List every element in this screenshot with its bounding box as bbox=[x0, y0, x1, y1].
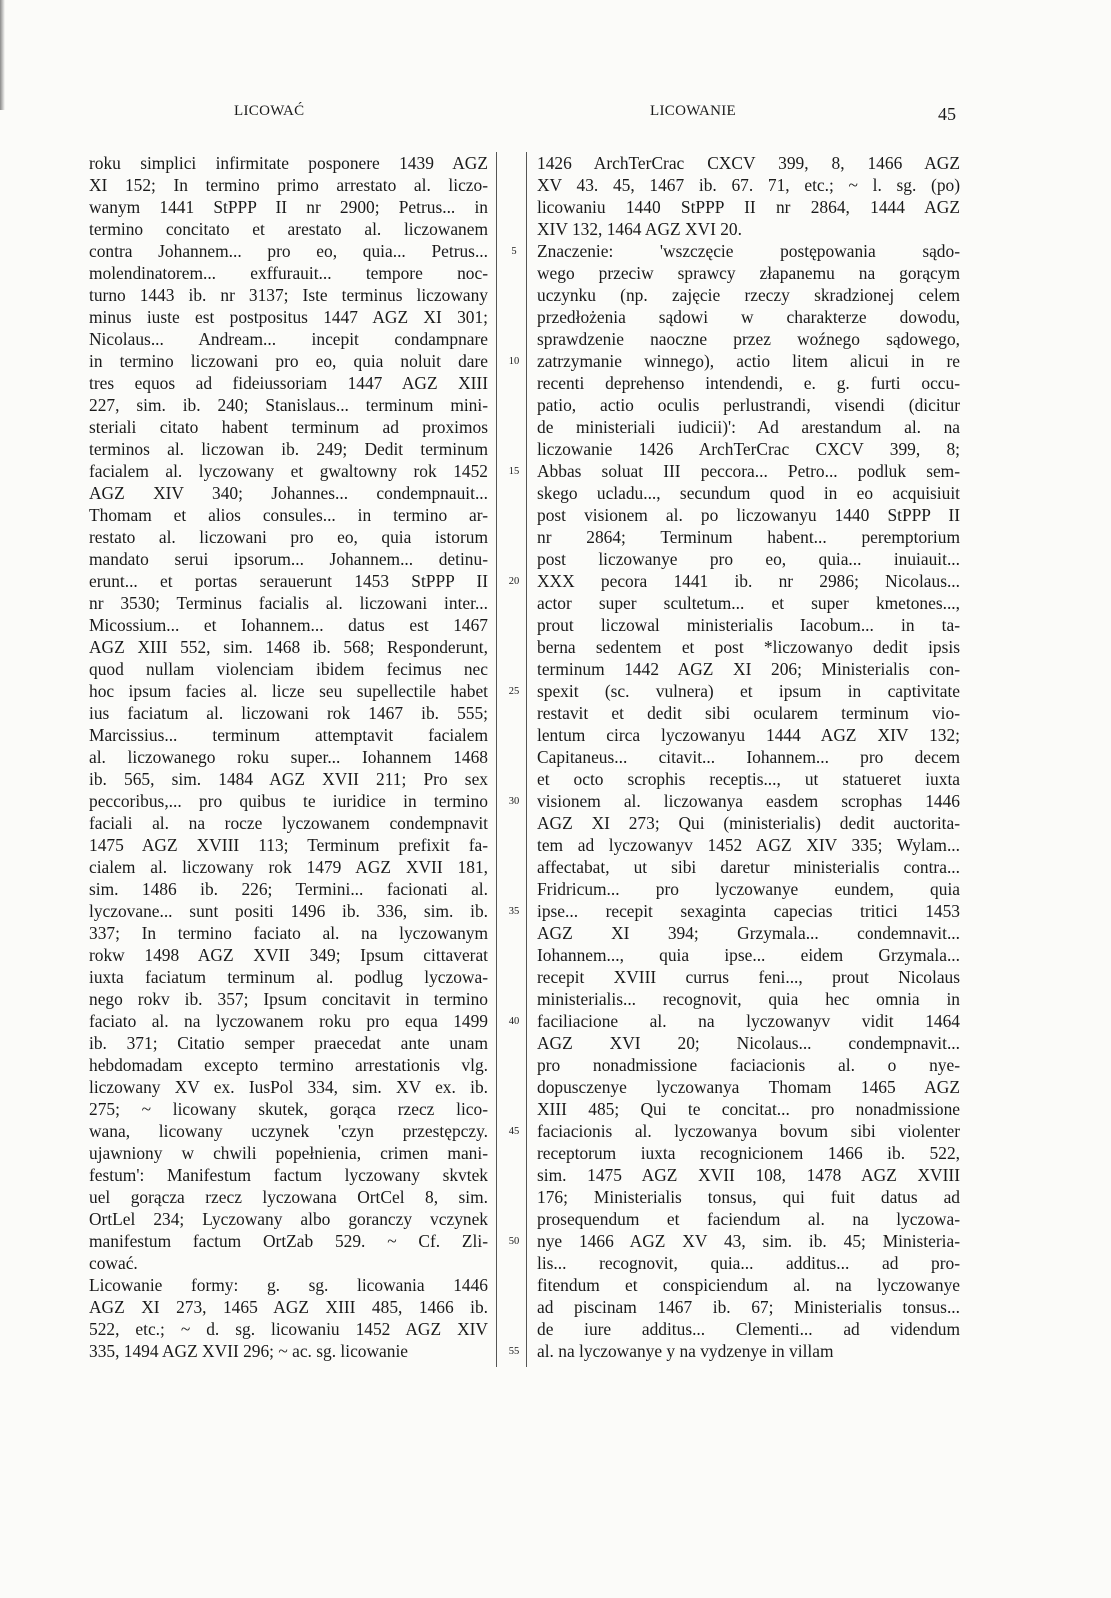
text-line: 522, etc.; ~ d. sg. licowaniu 1452 AGZ XIV bbox=[89, 1319, 488, 1339]
text-line: sim. 1475 AGZ XVII 108, 1478 AGZ XVIII bbox=[537, 1165, 960, 1185]
text-line: faciliacione al. na lyczowanyv vidit 1464 bbox=[537, 1011, 960, 1031]
text-line: spexit (sc. vulnera) et ipsum in captivitate bbox=[537, 681, 960, 701]
text-line: pro nonadmissione faciacionis al. o nye- bbox=[537, 1055, 960, 1075]
text-line: liczowanie 1426 ArchTerCrac CXCV 399, 8; bbox=[537, 439, 960, 459]
text-line: tres equos ad fideiussoriam 1447 AGZ XIII bbox=[89, 373, 488, 393]
text-line: AGZ XI 273; Qui (ministerialis) dedit auctorita- bbox=[537, 813, 960, 833]
column-divider-right bbox=[526, 152, 527, 1367]
text-line: 1426 ArchTerCrac CXCV 399, 8, 1466 AGZ bbox=[537, 153, 960, 173]
text-line: lentum circa lyczowanyu 1444 AGZ XIV 132; bbox=[537, 725, 960, 745]
text-line: uel gorącza rzecz lyczowana OrtCel 8, sim. bbox=[89, 1187, 488, 1207]
text-line: ius faciatum al. liczowani rok 1467 ib. 555; bbox=[89, 703, 488, 723]
text-line: restato al. liczowani pro eo, quia istorum bbox=[89, 527, 488, 547]
text-line: OrtLel 234; Lyczowany albo goranczy vczynek bbox=[89, 1209, 488, 1229]
text-line: faciacionis al. lyczowanya bovum sibi violenter bbox=[537, 1121, 960, 1141]
text-line: restavit et dedit sibi ocularem terminum vio- bbox=[537, 703, 960, 723]
text-line: ministerialis... recognovit, quia hec omnia in bbox=[537, 989, 960, 1009]
line-number: 45 bbox=[508, 1126, 520, 1137]
text-line: AGZ XIV 340; Johannes... condempnauit... bbox=[89, 483, 488, 503]
text-line: skego ucladu..., secundum quod in eo acquisiuit bbox=[537, 483, 960, 503]
text-line: ad piscinam 1467 ib. 67; Ministerialis tonsus... bbox=[537, 1297, 960, 1317]
text-line: ujawniony w chwili popełnienia, crimen mani- bbox=[89, 1143, 488, 1163]
text-line: ib. 371; Citatio semper praecedat ante unam bbox=[89, 1033, 488, 1053]
text-line: al. liczowanego roku super... Iohannem 1468 bbox=[89, 747, 488, 767]
text-line: 227, sim. ib. 240; Stanislaus... terminum mini- bbox=[89, 395, 488, 415]
text-line: hebdomadam excepto termino arrestationis vlg. bbox=[89, 1055, 488, 1075]
text-line: uczynku (np. zajęcie rzeczy skradzionej celem bbox=[537, 285, 960, 305]
text-line: Nicolaus... Andream... incepit condampnare bbox=[89, 329, 488, 349]
line-number: 15 bbox=[508, 466, 520, 477]
text-line: de ministeriali iudicii)': Ad arestandum al. na bbox=[537, 417, 960, 437]
line-number: 10 bbox=[508, 356, 520, 367]
text-line: wanym 1441 StPPP II nr 2900; Petrus... in bbox=[89, 197, 488, 217]
text-line: festum': Manifestum factum lyczowany skvtek bbox=[89, 1165, 488, 1185]
text-line: recenti deprehenso intendendi, e. g. furti occu- bbox=[537, 373, 960, 393]
text-line: 275; ~ licowany skutek, gorąca rzecz lico- bbox=[89, 1099, 488, 1119]
text-line: AGZ XVI 20; Nicolaus... condempnavit... bbox=[537, 1033, 960, 1053]
text-line: cialem al. liczowany rok 1479 AGZ XVII 181, bbox=[89, 857, 488, 877]
line-number: 55 bbox=[508, 1346, 520, 1357]
text-line: XI 152; In termino primo arrestato al. liczo- bbox=[89, 175, 488, 195]
text-line: terminos al. liczowan ib. 249; Dedit terminum bbox=[89, 439, 488, 459]
text-line: AGZ XI 394; Grzymala... condemnavit... bbox=[537, 923, 960, 943]
text-line: prout liczowal ministerialis Iacobum... in ta- bbox=[537, 615, 960, 635]
line-number: 30 bbox=[508, 796, 520, 807]
text-line: lyczovane... sunt positi 1496 ib. 336, sim. ib. bbox=[89, 901, 488, 921]
text-line: roku simplici infirmitate posponere 1439 AGZ bbox=[89, 153, 488, 173]
text-line: cować. bbox=[89, 1253, 138, 1273]
text-line: al. na lyczowanye y na vydzenye in villam bbox=[537, 1341, 834, 1361]
text-line: in termino liczowani pro eo, quia noluit dare bbox=[89, 351, 488, 371]
text-line: nye 1466 AGZ XV 43, sim. ib. 45; Ministeria- bbox=[537, 1231, 960, 1251]
text-line: 1475 AGZ XVIII 113; Terminum prefixit fa- bbox=[89, 835, 488, 855]
text-line: visionem al. liczowanya easdem scrophas 1446 bbox=[537, 791, 960, 811]
text-line: Micossium... et Iohannem... datus est 1467 bbox=[89, 615, 488, 635]
running-head-left: LICOWAĆ bbox=[234, 103, 305, 119]
text-line: nr 3530; Terminus facialis al. liczowani inter... bbox=[89, 593, 488, 613]
text-line: Marcissius... terminum attemptavit facialem bbox=[89, 725, 488, 745]
column-divider-left bbox=[496, 152, 497, 1367]
text-line: fitendum et conspiciendum al. na lyczowanye bbox=[537, 1275, 960, 1295]
text-line: tem ad lyczowanyv 1452 AGZ XIV 335; Wylam... bbox=[537, 835, 960, 855]
text-line: Licowanie formy: g. sg. licowania 1446 bbox=[89, 1275, 488, 1295]
text-line: recepit XVIII currus feni..., prout Nicolaus bbox=[537, 967, 960, 987]
text-line: hoc ipsum facies al. licze seu supellectile habet bbox=[89, 681, 488, 701]
text-line: et octo scrophis receptis..., ut statueret iuxta bbox=[537, 769, 960, 789]
text-line: termino concitato et arestato al. liczowanem bbox=[89, 219, 488, 239]
line-number: 20 bbox=[508, 576, 520, 587]
text-line: zatrzymanie winnego), actio litem alicui in re bbox=[537, 351, 960, 371]
text-line: prosequendum et faciendum al. na lyczowa- bbox=[537, 1209, 960, 1229]
text-line: przedłożenia sądowi w charakterze dowodu, bbox=[537, 307, 960, 327]
text-line: wego przeciw sprawcy złapanemu na gorącym bbox=[537, 263, 960, 283]
text-line: 335, 1494 AGZ XVII 296; ~ ac. sg. licowanie bbox=[89, 1341, 409, 1361]
line-number: 35 bbox=[508, 906, 520, 917]
text-line: 176; Ministerialis tonsus, qui fuit datus ad bbox=[537, 1187, 960, 1207]
text-line: quod nullam violenciam ibidem fecimus nec bbox=[89, 659, 488, 679]
text-line: lis... recognovit, quia... additus... ad pro- bbox=[537, 1253, 960, 1273]
text-line: Capitaneus... citavit... Iohannem... pro decem bbox=[537, 747, 960, 767]
left-column bbox=[89, 152, 488, 1362]
text-line: post visionem al. po liczowanyu 1440 StPPP II bbox=[537, 505, 960, 525]
text-line: dopusczenye lyczowanya Thomam 1465 AGZ bbox=[537, 1077, 960, 1097]
text-line: ib. 565, sim. 1484 AGZ XVII 211; Pro sex bbox=[89, 769, 488, 789]
text-line: iuxta faciatum terminum al. podlug lyczowa- bbox=[89, 967, 488, 987]
text-line: minus iuste est postpositus 1447 AGZ XI 301; bbox=[89, 307, 488, 327]
running-head-center: LICOWANIE bbox=[650, 103, 737, 119]
text-line: receptorum iuxta recognicionem 1466 ib. 522, bbox=[537, 1143, 960, 1163]
text-line: licowaniu 1440 StPPP II nr 2864, 1444 AGZ bbox=[537, 197, 960, 217]
text-line: rokw 1498 AGZ XVII 349; Ipsum cittaverat bbox=[89, 945, 488, 965]
text-line: molendinatorem... exffurauit... tempore noc- bbox=[89, 263, 488, 283]
text-line: facialem al. lyczowany et gwaltowny rok 1452 bbox=[89, 461, 488, 481]
text-line: berna sedentem et post *liczowanyo dedit ipsis bbox=[537, 637, 960, 657]
text-line: patio, actio oculis perlustrandi, visendi (dicitur bbox=[537, 395, 960, 415]
text-line: de iure additus... Clementi... ad videndum bbox=[537, 1319, 960, 1339]
text-line: manifestum factum OrtZab 529. ~ Cf. Zli- bbox=[89, 1231, 488, 1251]
text-line: XIII 485; Qui te concitat... pro nonadmissione bbox=[537, 1099, 960, 1119]
text-line: nego rokv ib. 357; Ipsum concitavit in termino bbox=[89, 989, 488, 1009]
text-line: Abbas soluat III peccora... Petro... podluk sem- bbox=[537, 461, 960, 481]
text-line: Fridricum... pro lyczowanye eundem, quia bbox=[537, 879, 960, 899]
text-line: steriali citato habent terminum ad proximos bbox=[89, 417, 488, 437]
text-line: actor super scultetum... et super kmetones..., bbox=[537, 593, 960, 613]
text-line: sprawdzenie naoczne przez woźnego sądowego, bbox=[537, 329, 960, 349]
text-line: AGZ XIII 552, sim. 1468 ib. 568; Responderunt, bbox=[89, 637, 488, 657]
text-line: peccoribus,... pro quibus te iuridice in termino bbox=[89, 791, 488, 811]
text-line: XXX pecora 1441 ib. nr 2986; Nicolaus... bbox=[537, 571, 960, 591]
line-number: 40 bbox=[508, 1016, 520, 1027]
text-line: Iohannem..., quia ipse... eidem Grzymala... bbox=[537, 945, 960, 965]
line-number: 50 bbox=[508, 1236, 520, 1247]
line-number: 5 bbox=[511, 246, 517, 257]
line-number: 25 bbox=[508, 686, 520, 697]
text-line: XIV 132, 1464 AGZ XVI 20. bbox=[537, 219, 742, 239]
scan-edge-shadow bbox=[0, 0, 5, 110]
text-line: wana, licowany uczynek 'czyn przestępczy. bbox=[89, 1121, 488, 1141]
text-line: faciato al. na lyczowanem roku pro equa 1499 bbox=[89, 1011, 488, 1031]
text-line: sim. 1486 ib. 226; Termini... facionati al. bbox=[89, 879, 488, 899]
text-line: Znaczenie: 'wszczęcie postępowania sądo- bbox=[537, 241, 960, 261]
text-line: post liczowanye pro eo, quia... inuiauit... bbox=[537, 549, 960, 569]
right-column bbox=[537, 152, 960, 1362]
text-line: liczowany XV ex. IusPol 334, sim. XV ex. ib. bbox=[89, 1077, 488, 1097]
text-line: mandato serui ipsorum... Johannem... detinu- bbox=[89, 549, 488, 569]
text-line: Thomam et alios consules... in termino ar- bbox=[89, 505, 488, 525]
text-line: ipse... recepit sexaginta capecias tritici 1453 bbox=[537, 901, 960, 921]
text-line: XV 43. 45, 1467 ib. 67. 71, etc.; ~ l. sg. (po) bbox=[537, 175, 960, 195]
page-number: 45 bbox=[938, 104, 956, 124]
text-line: 337; In termino faciato al. na lyczowanym bbox=[89, 923, 488, 943]
text-line: AGZ XI 273, 1465 AGZ XIII 485, 1466 ib. bbox=[89, 1297, 488, 1317]
text-line: contra Johannem... pro eo, quia... Petrus... bbox=[89, 241, 488, 261]
text-line: erunt... et portas serauerunt 1453 StPPP II bbox=[89, 571, 488, 591]
text-line: turno 1443 ib. nr 3137; Iste terminus liczowany bbox=[89, 285, 488, 305]
text-line: faciali al. na rocze lyczowanem condempnavit bbox=[89, 813, 488, 833]
text-line: affectabat, ut sibi daretur ministerialis contra... bbox=[537, 857, 960, 877]
text-line: nr 2864; Terminum habent... peremptorium bbox=[537, 527, 960, 547]
text-line: terminum 1442 AGZ XI 206; Ministerialis con- bbox=[537, 659, 960, 679]
